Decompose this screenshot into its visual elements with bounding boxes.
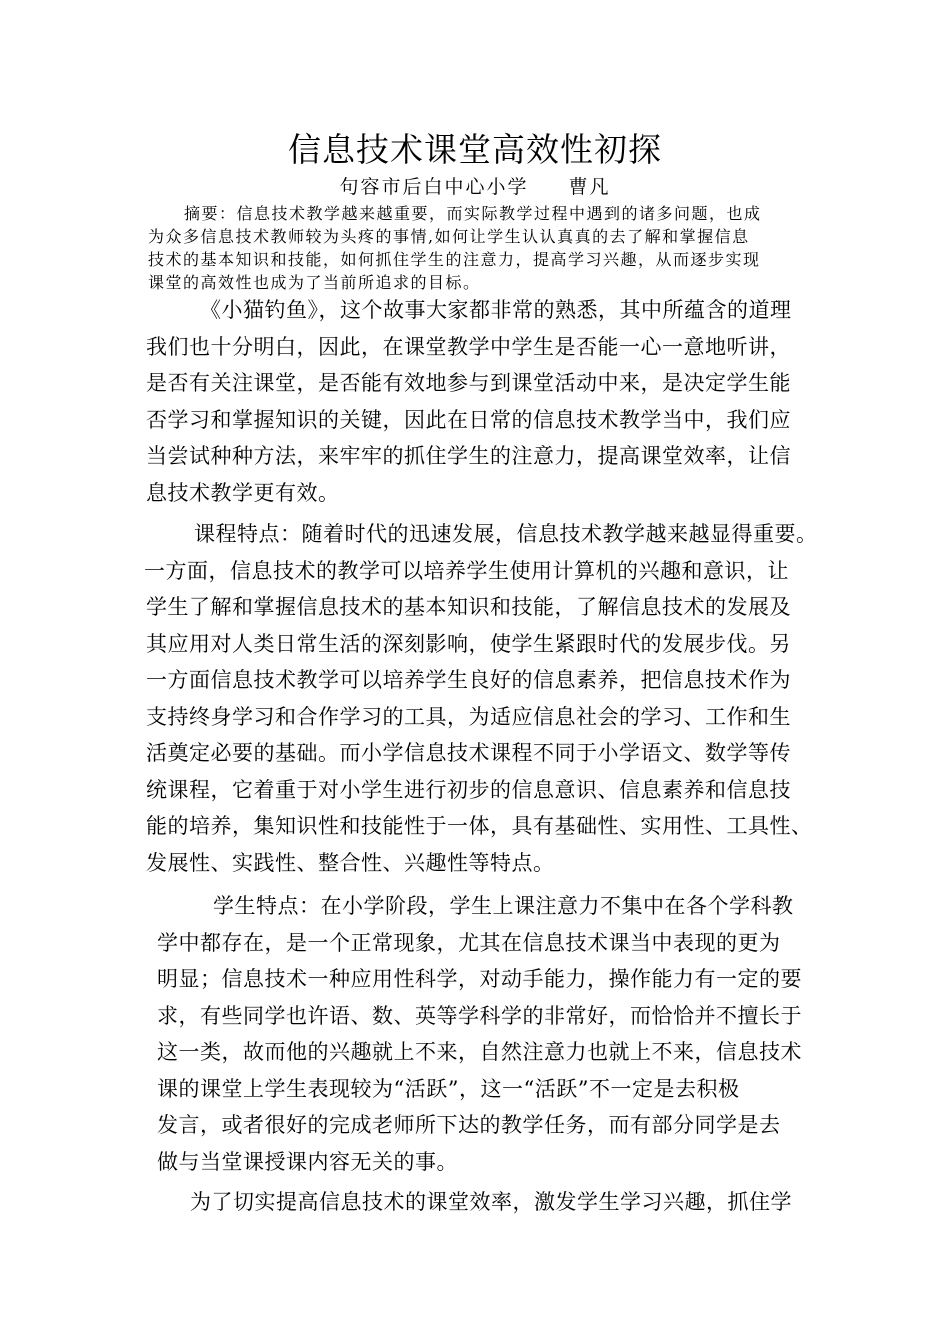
paragraph-line: 求，有些同学也许语、数、英等学科学的非常好，而恰恰并不擅长于 [157, 1003, 802, 1028]
paragraph-line: 学生特点：在小学阶段，学生上课注意力不集中在各个学科教 [213, 894, 794, 918]
paragraph-line: 支持终身学习和合作学习的工具，为适应信息社会的学习、工作和生 [146, 704, 791, 729]
paragraph-line: 课的课堂上学生表现较为“活跃”，这一“活跃”不一定是去积极 [157, 1076, 740, 1101]
paragraph-line: 这一类，故而他的兴趣就上不来，自然注意力也就上不来，信息技术 [157, 1040, 802, 1064]
paragraph-student-features [157, 888, 817, 1180]
document-title: 信息技术课堂高效性初探 [288, 130, 662, 169]
paragraph-line: 学生了解和掌握信息技术的基本知识和技能，了解信息技术的发展及 [146, 595, 791, 619]
paragraph-course-features [146, 516, 826, 881]
paragraph-line: 为了切实提高信息技术的课堂效率，激发学生学习兴趣，抓住学 [190, 1190, 792, 1214]
author-name: 曹凡 [568, 176, 611, 198]
paragraph-line: 明显；信息技术一种应用性科学，对动手能力，操作能力有一定的要 [157, 967, 802, 991]
paragraph-line: 息技术教学更有效。 [146, 480, 340, 505]
abstract-line: 摘要：信息技术教学越来越重要，而实际教学过程中遇到的诸多问题，也成 [184, 204, 762, 223]
paragraph-line: 学中都存在，是一个正常现象，尤其在信息技术课当中表现的更为 [157, 930, 781, 955]
paragraph-line: 我们也十分明白，因此，在课堂教学中学生是否能一心一意地听讲， [146, 334, 791, 359]
paragraph-line: 发展性、实践性、整合性、兴趣性等特点。 [146, 850, 555, 875]
paragraph-line: 其应用对人类日常生活的深刻影响，使学生紧跟时代的发展步伐。另 [146, 631, 791, 656]
byline [0, 174, 950, 200]
paragraph-line: 能的培养，集知识性和技能性于一体，具有基础性、实用性、工具性、 [146, 814, 813, 838]
paragraph-line: 发言，或者很好的完成老师所下达的教学任务，而有部分同学是去 [157, 1113, 781, 1137]
paragraph-line: 是否有关注课堂，是否能有效地参与到课堂活动中来，是决定学生能 [146, 371, 791, 395]
paragraph-improve-efficiency [146, 1184, 816, 1221]
paragraph-story [146, 292, 816, 511]
paragraph-line: 课程特点：随着时代的迅速发展，信息技术教学越来越显得重要。 [194, 522, 818, 546]
paragraph-line: 活奠定必要的基础。而小学信息技术课程不同于小学语文、数学等传 [146, 741, 791, 765]
paragraph-line: 一方面信息技术教学可以培养学生良好的信息素养，把信息技术作为 [146, 668, 791, 692]
paragraph-line: 做与当堂课授课内容无关的事。 [157, 1149, 458, 1174]
paragraph-line: 一方面，信息技术的教学可以培养学生使用计算机的兴趣和意识，让 [144, 558, 789, 583]
abstract-line: 技术的基本知识和技能，如何抓住学生的注意力，提高学习兴趣，从而逐步实现 [148, 250, 761, 269]
paragraph-line: 《小猫钓鱼》，这个故事大家都非常的熟悉，其中所蕴含的道理 [200, 298, 792, 322]
abstract-line: 为众多信息技术教师较为头疼的事情,如何让学生认认真真的去了解和掌握信息 [148, 227, 750, 246]
paragraph-line: 当尝试种种方法，来牢牢的抓住学生的注意力，提高课堂效率，让信 [146, 444, 791, 468]
abstract-line: 课堂的高效性也成为了当前所追求的目标。 [148, 273, 481, 292]
paragraph-line: 否学习和掌握知识的关键，因此在日常的信息技术教学当中，我们应 [146, 407, 791, 432]
author-school: 句容市后白中心小学 [339, 176, 529, 198]
abstract [148, 202, 813, 294]
paragraph-line: 统课程，它着重于对小学生进行初步的信息意识、信息素养和信息技 [146, 777, 791, 802]
